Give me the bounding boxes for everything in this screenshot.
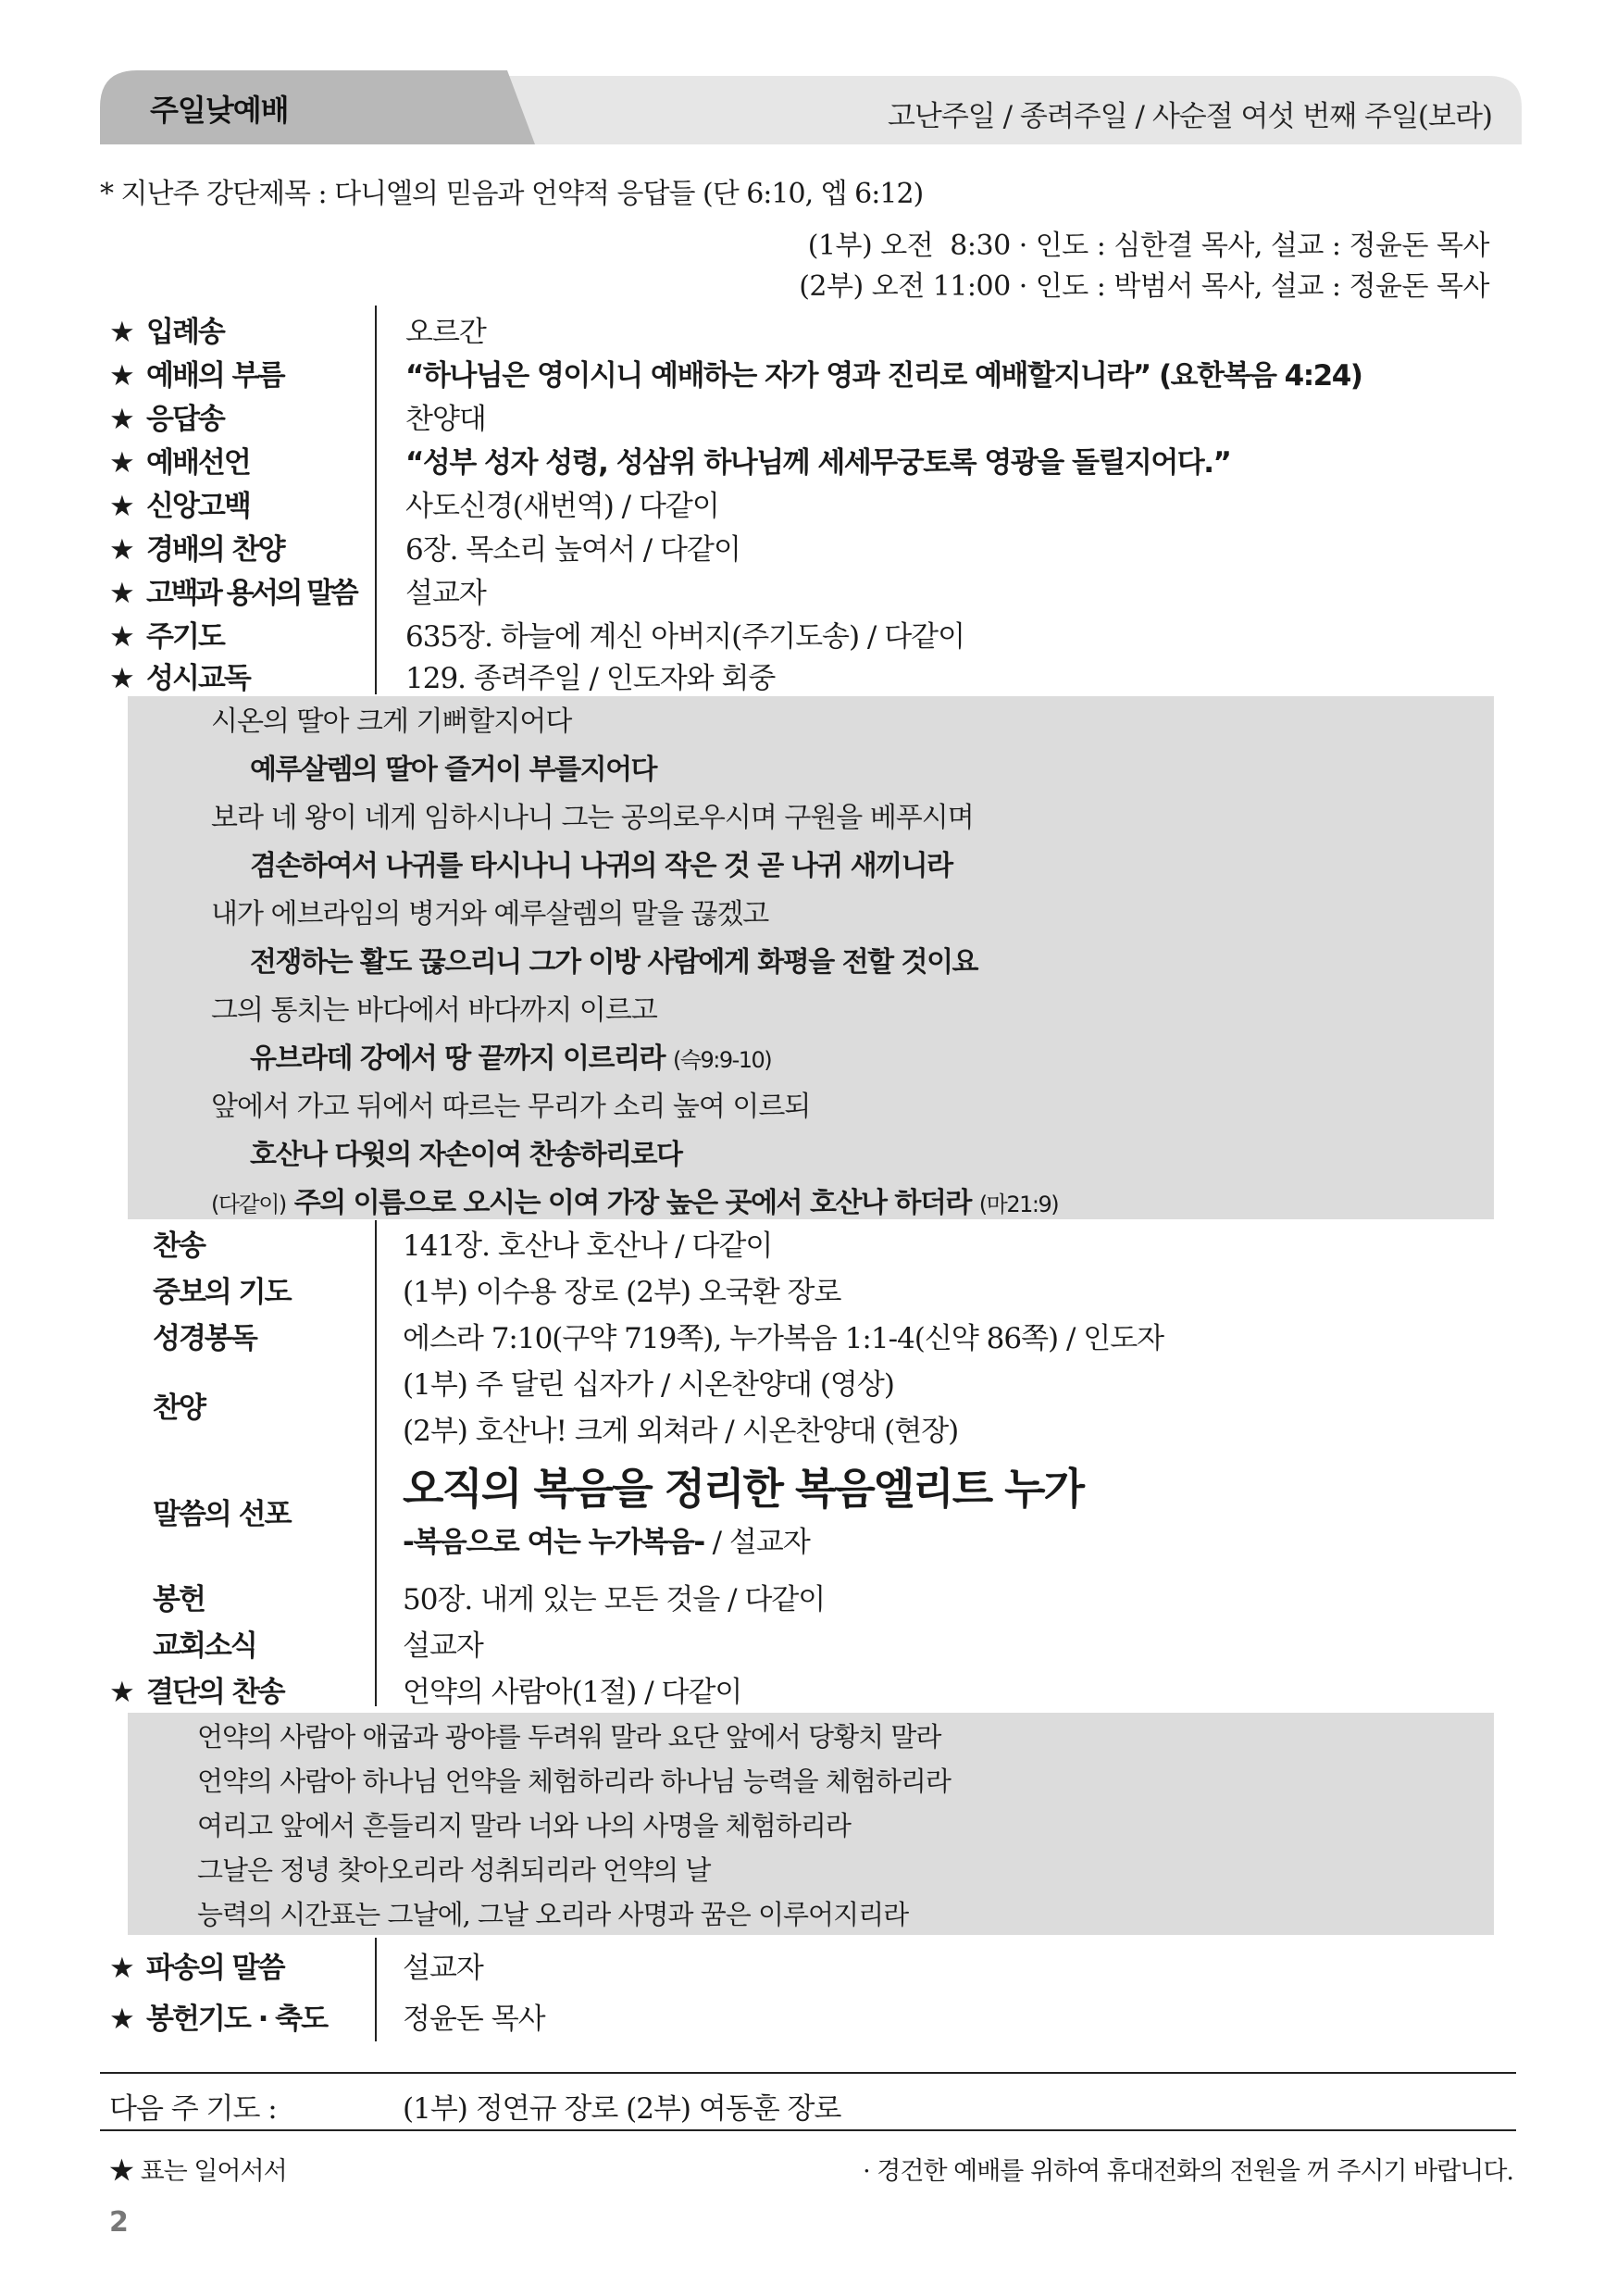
service-title: 주일낮예배 [150,93,289,128]
order-item-label: ★ 경배의 찬양 [109,533,284,567]
order-item-value: 찬양대 [405,403,486,436]
reading-line: 유브라데 강에서 땅 끝까지 이르리라 (슥9:9-10) [250,1042,772,1075]
order-item-value: 129. 종려주일 / 인도자와 회중 [405,662,776,695]
order-item [109,482,1498,527]
standing-note: ★ 표는 일어서서 [109,2157,287,2186]
lyric-line: 그날은 정녕 찾아오리라 성취되리라 언약의 날 [197,1854,711,1886]
service-time-1: (1부) 오전 8:30 · 인도 : 심한결 목사, 설교 : 정윤돈 목사 [807,230,1489,262]
phone-notice: · 경건한 예배를 위하여 휴대전화의 전원을 꺼 주시기 바랍니다. [863,2157,1513,2186]
order-item-label: 중보의 기도 [153,1276,291,1309]
anthem-line: (1부) 주 달린 십자가 / 시온찬양대 (영상) [403,1368,894,1402]
reading-line: 겸손하여서 나귀를 타시나니 나귀의 작은 것 곧 나귀 새끼니라 [250,850,952,882]
reading-line: 시온의 딸아 크게 기뻐할지어다 [211,705,572,738]
responsive-reading [128,696,1494,1219]
star-mark: ★ [109,490,133,523]
order-item-label: ★ 성시교독 [109,662,250,695]
lyric-line: 언약의 사람아 하나님 언약을 체험하리라 하나님 능력을 체험하리라 [197,1766,951,1797]
order-item-label: ★ 입례송 [109,316,224,349]
lyric-line: 능력의 시간표는 그날에, 그날 오리라 사명과 꿈은 이루어지리라 [197,1899,909,1930]
next-week-label: 다음 주 기도 : [109,2092,277,2126]
service-subtitle: 고난주일 / 종려주일 / 사순절 여섯 번째 주일(보라) [887,100,1492,133]
sermon-title: 오직의 복음을 정리한 복음엘리트 누가 [403,1464,1084,1514]
order-item [109,352,1498,396]
order-item-value: 사도신경(새번역) / 다같이 [405,490,719,523]
order-item-label: ★ 응답송 [109,403,224,436]
order-item [109,526,1498,570]
order-item-value: (1부) 이수용 장로 (2부) 오국환 장로 [403,1276,841,1309]
order-item-value: 141장. 호산나 호산나 / 다같이 [403,1229,773,1263]
together-marker: (다같이) [211,1192,286,1217]
order-item-value: 6장. 목소리 높여서 / 다같이 [405,533,740,567]
star-mark: ★ [109,403,133,436]
order-divider-bottom [375,1938,377,2041]
order-item-value: 에스라 7:10(구약 719쪽), 누가복음 1:1-4(신약 86쪽) / 인도자 [403,1322,1164,1355]
order-item [109,655,1498,699]
reading-line: 내가 에브라임의 병거와 예루살렘의 말을 끊겠고 [211,898,769,930]
reading-line-final: (다같이) 주의 이름으로 오시는 이여 가장 높은 곳에서 호산나 하더라 (마21:9) [211,1187,1059,1219]
star-mark: ★ [109,1952,133,1985]
lyric-line: 여리고 앞에서 흔들리지 말라 너와 나의 사명을 체험하리라 [197,1810,851,1841]
divider [100,2129,1516,2131]
page-number: 2 [109,2206,129,2239]
sermon-subtitle: -복음으로 여는 누가복음- / 설교자 [403,1526,810,1559]
star-mark: ★ [109,1676,133,1709]
order-item-label: ★ 신앙고백 [109,490,250,523]
order-divider-middle [375,1220,377,1706]
service-time-2: (2부) 오전 11:00 · 인도 : 박범서 목사, 설교 : 정윤돈 목사 [799,270,1489,303]
order-item-label: ★ 봉헌기도 · 축도 [109,2003,328,2036]
reading-line: 전쟁하는 활도 끊으리니 그가 이방 사람에게 화평을 전할 것이요 [250,946,978,979]
sermon-label: 말씀의 선포 [153,1498,291,1531]
order-item [109,439,1498,483]
order-item-value: 635장. 하늘에 계신 아버지(주기도송) / 다같이 [405,620,965,654]
star-mark: ★ [109,533,133,567]
order-item-label: 봉헌 [153,1583,205,1616]
reading-line: 보라 네 왕이 네게 임하시나니 그는 공의로우시며 구원을 베푸시며 [211,802,974,834]
order-item-value: 오르간 [405,316,486,349]
star-mark: ★ [109,577,132,610]
order-item-value: 설교자 [403,1629,483,1663]
order-item-value: 정윤돈 목사 [403,2003,545,2036]
divider [100,2072,1516,2074]
lyric-line: 언약의 사람아 애굽과 광야를 두려워 말라 요단 앞에서 당황치 말라 [197,1721,941,1753]
order-item-label: 교회소식 [153,1629,256,1663]
star-mark: ★ [109,446,133,480]
hymn-lyrics [128,1713,1494,1935]
order-item-value: 언약의 사람아(1절) / 다같이 [403,1676,742,1709]
order-item-value: “하나님은 영이시니 예배하는 자가 영과 진리로 예배할지니라” (요한복음 4:24) [405,359,1362,393]
order-item-value: 설교자 [405,577,486,610]
order-item-value: “성부 성자 성령, 성삼위 하나님께 세세무궁토록 영광을 돌릴지어다.” [405,446,1231,480]
scripture-reference: (마21:9) [978,1192,1059,1217]
order-item-label: ★ 예배선언 [109,446,250,480]
reading-line: 그의 통치는 바다에서 바다까지 이르고 [211,994,657,1027]
order-item-label: ★ 예배의 부름 [109,359,284,393]
last-week-sermon: * 지난주 강단제목 : 다니엘의 믿음과 언약적 응답들 (단 6:10, 엡 6:12) [100,178,924,210]
reading-line: 호산나 다윗의 자손이여 찬송하리로다 [250,1139,682,1171]
reading-line: 예루살렘의 딸아 즐거이 부를지어다 [250,754,657,786]
star-mark: ★ [109,662,133,695]
order-item-label: 성경봉독 [153,1322,256,1355]
order-item [109,308,1498,353]
scripture-reference: (슥9:9-10) [672,1047,772,1073]
order-item [109,395,1498,440]
reading-line: 앞에서 가고 뒤에서 따르는 무리가 소리 높여 이르되 [211,1091,811,1123]
star-mark: ★ [109,620,133,654]
order-item-label: ★ 주기도 [109,620,224,654]
anthem-line: (2부) 호산나! 크게 외쳐라 / 시온찬양대 (현장) [403,1415,959,1448]
order-item-label: ★ 고백과 용서의 말씀 [109,577,356,610]
order-item-label: ★ 결단의 찬송 [109,1676,284,1709]
star-mark: ★ [109,316,133,349]
star-mark: ★ [109,359,133,393]
order-item [109,569,1498,614]
order-item-label: 찬송 [153,1229,205,1263]
next-week-value: (1부) 정연규 장로 (2부) 여동훈 장로 [403,2092,841,2126]
order-item-label: ★ 파송의 말씀 [109,1952,284,1985]
order-item-value: 50장. 내게 있는 모든 것을 / 다같이 [403,1583,826,1616]
order-item [109,613,1498,657]
order-item-value: 설교자 [403,1952,483,1985]
star-mark: ★ [109,2003,133,2036]
anthem-label: 찬양 [153,1391,205,1425]
